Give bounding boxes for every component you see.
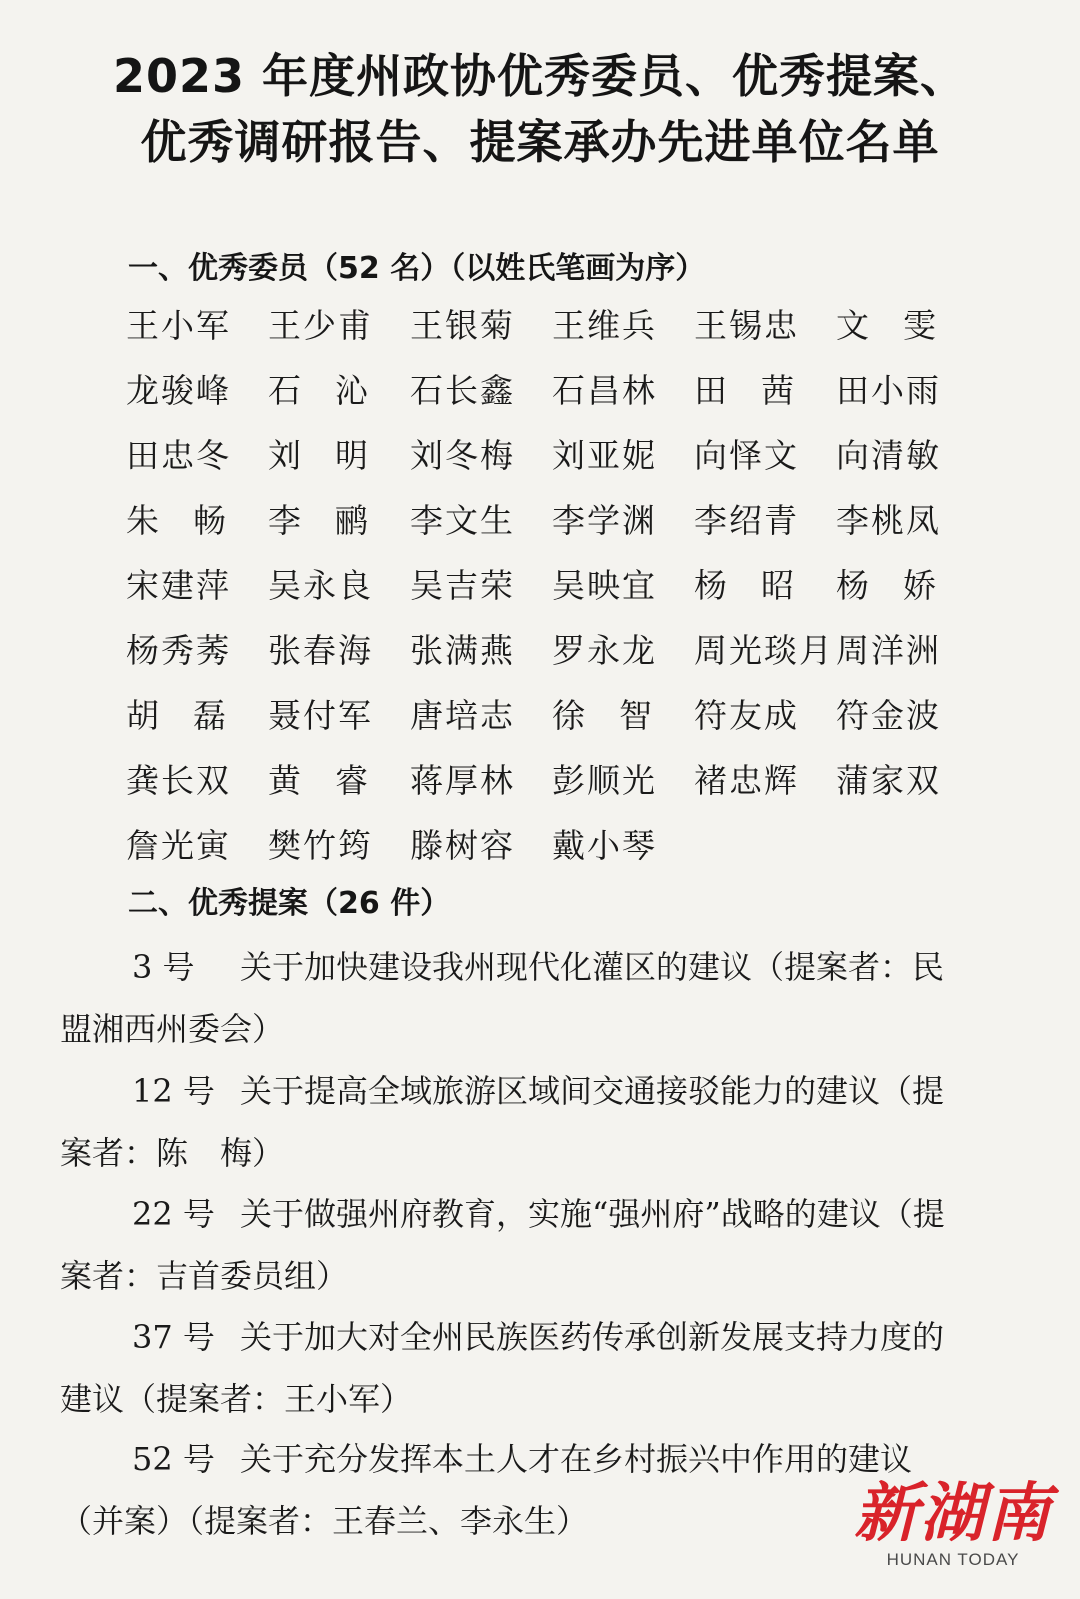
proposal-text: 关于加大对全州民族医药传承创新发展支持力度的 [240,1318,945,1356]
member-name: 李鹂 [268,501,402,540]
member-name: 李绍青 [694,501,799,540]
member-name: 聂付军 [268,696,373,735]
proposal-number: 37 号 [132,1318,215,1356]
member-name: 蒋厚林 [410,761,515,800]
member-name: 吴永良 [268,566,373,605]
proposal-continuation: 案者：陈 梅） [60,1134,285,1172]
proposal-continuation: 建议（提案者：王小军） [60,1380,413,1418]
member-name: 徐智 [552,696,686,735]
proposal-text: 关于加快建设我州现代化灌区的建议（提案者：民 [240,948,945,986]
proposal-text: 关于做强州府教育，实施“强州府”战略的建议（提 [240,1195,945,1233]
member-name: 杨娇 [836,566,970,605]
member-name: 田忠冬 [126,436,231,475]
proposal-text: 关于提高全域旅游区域间交通接驳能力的建议（提 [240,1072,945,1110]
member-name: 戴小琴 [552,826,657,865]
member-name: 朱畅 [126,501,260,540]
proposal-item [60,1183,1020,1307]
member-name: 龚长双 [126,761,231,800]
member-name: 樊竹筠 [268,826,373,865]
proposal-number: 52 号 [132,1440,215,1478]
proposal-number: 12 号 [132,1072,215,1110]
member-name: 石长鑫 [410,371,515,410]
member-name: 詹光寅 [126,826,231,865]
watermark-logo-subtext: HUNAN TODAY [886,1550,1020,1569]
member-name: 宋建萍 [126,566,231,605]
member-name: 彭顺光 [552,761,657,800]
member-name: 文雯 [836,306,970,345]
member-name: 向怿文 [694,436,799,475]
proposal-continuation: （并案）（提案者：王春兰、李永生） [60,1502,589,1540]
member-name: 杨昭 [694,566,828,605]
member-name: 罗永龙 [552,631,657,670]
section-heading-excellent-members: 一、优秀委员（52 名）（以姓氏笔画为序） [128,251,706,286]
member-name: 符金波 [836,696,941,735]
member-name: 张春海 [268,631,373,670]
member-name: 唐培志 [410,696,515,735]
member-name: 龙骏峰 [126,371,231,410]
proposal-first-line [60,1306,1020,1368]
member-name: 周光琰月 [694,631,834,670]
hunan-today-watermark [854,1478,1052,1570]
proposal-continuation: 盟湘西州委会） [60,1010,285,1048]
section-heading-excellent-proposals: 二、优秀提案（26 件） [128,886,451,921]
member-name: 王小军 [126,306,231,345]
member-name: 石沁 [268,371,402,410]
member-name: 王少甫 [268,306,373,345]
member-name: 李学渊 [552,501,657,540]
member-name: 田小雨 [836,371,941,410]
member-name: 向清敏 [836,436,941,475]
member-name: 吴吉荣 [410,566,515,605]
proposal-first-line [60,936,1020,998]
member-name: 刘明 [268,436,402,475]
proposal-item [60,936,1020,1060]
proposal-item [60,1060,1020,1184]
member-name-list [126,300,1006,885]
member-name: 王锡忠 [694,306,799,345]
member-name: 蒲家双 [836,761,941,800]
member-name: 杨秀莠 [126,631,231,670]
member-name: 刘亚妮 [552,436,657,475]
member-name: 王银菊 [410,306,515,345]
proposal-continuation: 案者：吉首委员组） [60,1257,349,1295]
member-name: 李文生 [410,501,515,540]
member-name: 滕树容 [410,826,515,865]
member-name: 符友成 [694,696,799,735]
page-title-line-2: 优秀调研报告、提案承办先进单位名单 [140,115,940,169]
member-name: 吴映宜 [552,566,657,605]
proposal-item [60,1306,1020,1430]
member-name: 张满燕 [410,631,515,670]
member-name: 石昌林 [552,371,657,410]
watermark-logo-text: 新湖南 [854,1477,1052,1551]
proposal-first-line [60,1060,1020,1122]
member-name: 周洋洲 [836,631,941,670]
member-name: 褚忠辉 [694,761,799,800]
member-name: 田茜 [694,371,828,410]
member-name: 黄睿 [268,761,402,800]
proposal-first-line [60,1183,1020,1245]
member-name: 胡磊 [126,696,260,735]
page-title-line-1: 2023 年度州政协优秀委员、优秀提案、 [112,49,968,103]
member-name: 李桃凤 [836,501,941,540]
proposal-number: 22 号 [132,1195,215,1233]
member-name: 王维兵 [552,306,657,345]
proposal-text: 关于充分发挥本土人才在乡村振兴中作用的建议 [240,1440,913,1478]
member-name: 刘冬梅 [410,436,515,475]
proposal-number: 3 号 [132,948,195,986]
